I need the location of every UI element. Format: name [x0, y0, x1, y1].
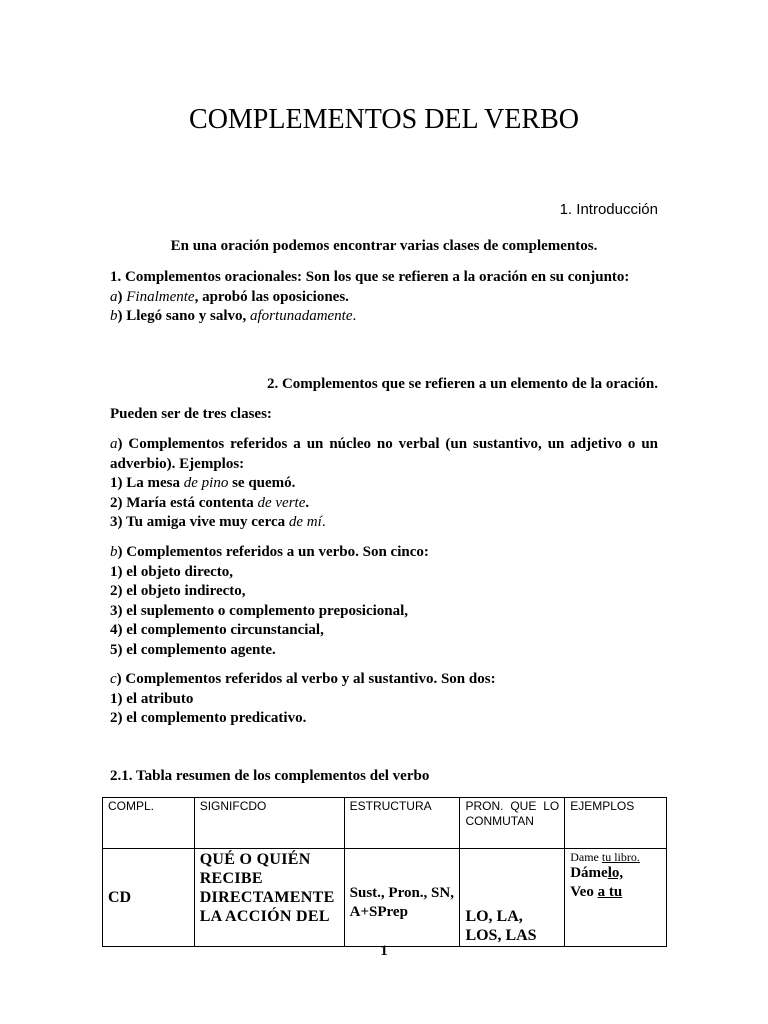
- header-pronombres: PRON. QUE LO CONMUTAN: [460, 798, 565, 849]
- oracionales-example-b: [110, 307, 658, 327]
- page-title: COMPLEMENTOS DEL VERBO: [189, 104, 579, 135]
- example-text: .: [305, 494, 310, 511]
- clase-b-text: [110, 543, 658, 563]
- header-ejemplos: EJEMPLOS: [565, 798, 667, 849]
- example-line-2: [570, 883, 661, 902]
- example-small: [570, 850, 661, 864]
- header-significado: SIGNIFCDO: [194, 798, 344, 849]
- list-item: 3) el suplemento o complemento preposicional,: [110, 602, 409, 619]
- clase-a-text: [110, 435, 658, 474]
- clase-a-example-3: [110, 513, 658, 533]
- example-italic: de mí: [288, 514, 322, 530]
- page-number: 1: [380, 943, 388, 959]
- example-text: 2) María está contenta: [110, 494, 258, 511]
- table-title: 2.1. Tabla resumen de los complementos del verbo: [110, 768, 430, 784]
- cell-pronombres: LO, LA, LOS, LAS: [460, 849, 565, 947]
- oracionales-section: [110, 268, 658, 327]
- example-text: Veo: [570, 884, 598, 900]
- letter-b: b: [110, 544, 118, 560]
- example-italic: de pino: [183, 475, 229, 491]
- clase-b-description: ) Complementos referidos a un verbo. Son cinco:: [117, 544, 429, 560]
- example-italic: afortunadamente: [250, 308, 353, 324]
- example-rest: ) Llegó sano y salvo,: [117, 308, 247, 324]
- list-item: 5) el complemento agente.: [110, 641, 276, 658]
- cell-compl: CD: [103, 849, 195, 947]
- example-rest: , aprobó las oposiciones.: [194, 288, 349, 305]
- letter-b: b: [110, 308, 118, 324]
- example-text: Dame: [570, 850, 602, 864]
- example-italic: de verte: [257, 494, 306, 511]
- clase-a-section: [110, 435, 658, 533]
- oracionales-text: 1. Complementos oracionales: Son los que se refieren a la oración en su conjunto:: [110, 269, 630, 285]
- example-text: se quemó.: [228, 475, 296, 491]
- example-underlined: lo,: [607, 865, 624, 881]
- table-header-row: [103, 798, 667, 849]
- cell-ejemplos: [565, 849, 667, 947]
- paren: ): [117, 288, 123, 305]
- example-end: .: [352, 308, 357, 324]
- tres-clases: Pueden ser de tres clases:: [110, 406, 272, 422]
- clase-a-example-2: [110, 494, 658, 514]
- example-italic: Finalmente: [126, 288, 195, 305]
- example-line-1: [570, 864, 661, 883]
- clase-a-example-1: [110, 474, 658, 494]
- list-item: 2) el objeto indirecto,: [110, 583, 246, 599]
- cell-estructura: Sust., Pron., SN, A+SPrep: [344, 849, 460, 947]
- clase-a-description: ) Complementos referidos a un núcleo no verbal (un sustantivo, un adjetivo o un adverbio). Ejemplos:: [110, 436, 658, 472]
- clase-b-section: [110, 543, 658, 660]
- clase-c-description: ) Complementos referidos al verbo y al sustantivo. Son dos:: [116, 671, 496, 687]
- cell-significado: QUÉ O QUIÉN RECIBE DIRECTAMENTE LA ACCIÓN DEL: [194, 849, 344, 947]
- example-underlined: tu libro.: [601, 850, 640, 864]
- clase-c-section: [110, 670, 658, 729]
- intro-heading: 1. Introducción: [559, 201, 658, 218]
- oracionales-example-a: [110, 288, 658, 308]
- example-text: 1) La mesa: [110, 475, 184, 491]
- letter-a: a: [110, 288, 118, 305]
- letter-c: c: [110, 671, 117, 687]
- clase-c-text: [110, 670, 658, 690]
- table-row: [103, 849, 667, 947]
- example-text: .: [321, 514, 326, 530]
- example-text: Dáme: [570, 865, 608, 881]
- letter-a: a: [110, 436, 118, 452]
- list-item: 4) el complemento circunstancial,: [110, 622, 324, 638]
- summary-table: [102, 797, 667, 947]
- intro-text: En una oración podemos encontrar varias clases de complementos.: [170, 238, 598, 254]
- example-text: 3) Tu amiga vive muy cerca: [110, 514, 289, 530]
- elemento-heading: 2. Complementos que se refieren a un elemento de la oración.: [266, 376, 658, 392]
- header-compl: COMPL.: [103, 798, 195, 849]
- list-item: 1) el atributo: [110, 690, 194, 707]
- example-underlined: a tu: [597, 884, 623, 900]
- header-estructura: ESTRUCTURA: [344, 798, 460, 849]
- list-item: 1) el objeto directo,: [110, 563, 234, 580]
- list-item: 2) el complemento predicativo.: [110, 710, 307, 726]
